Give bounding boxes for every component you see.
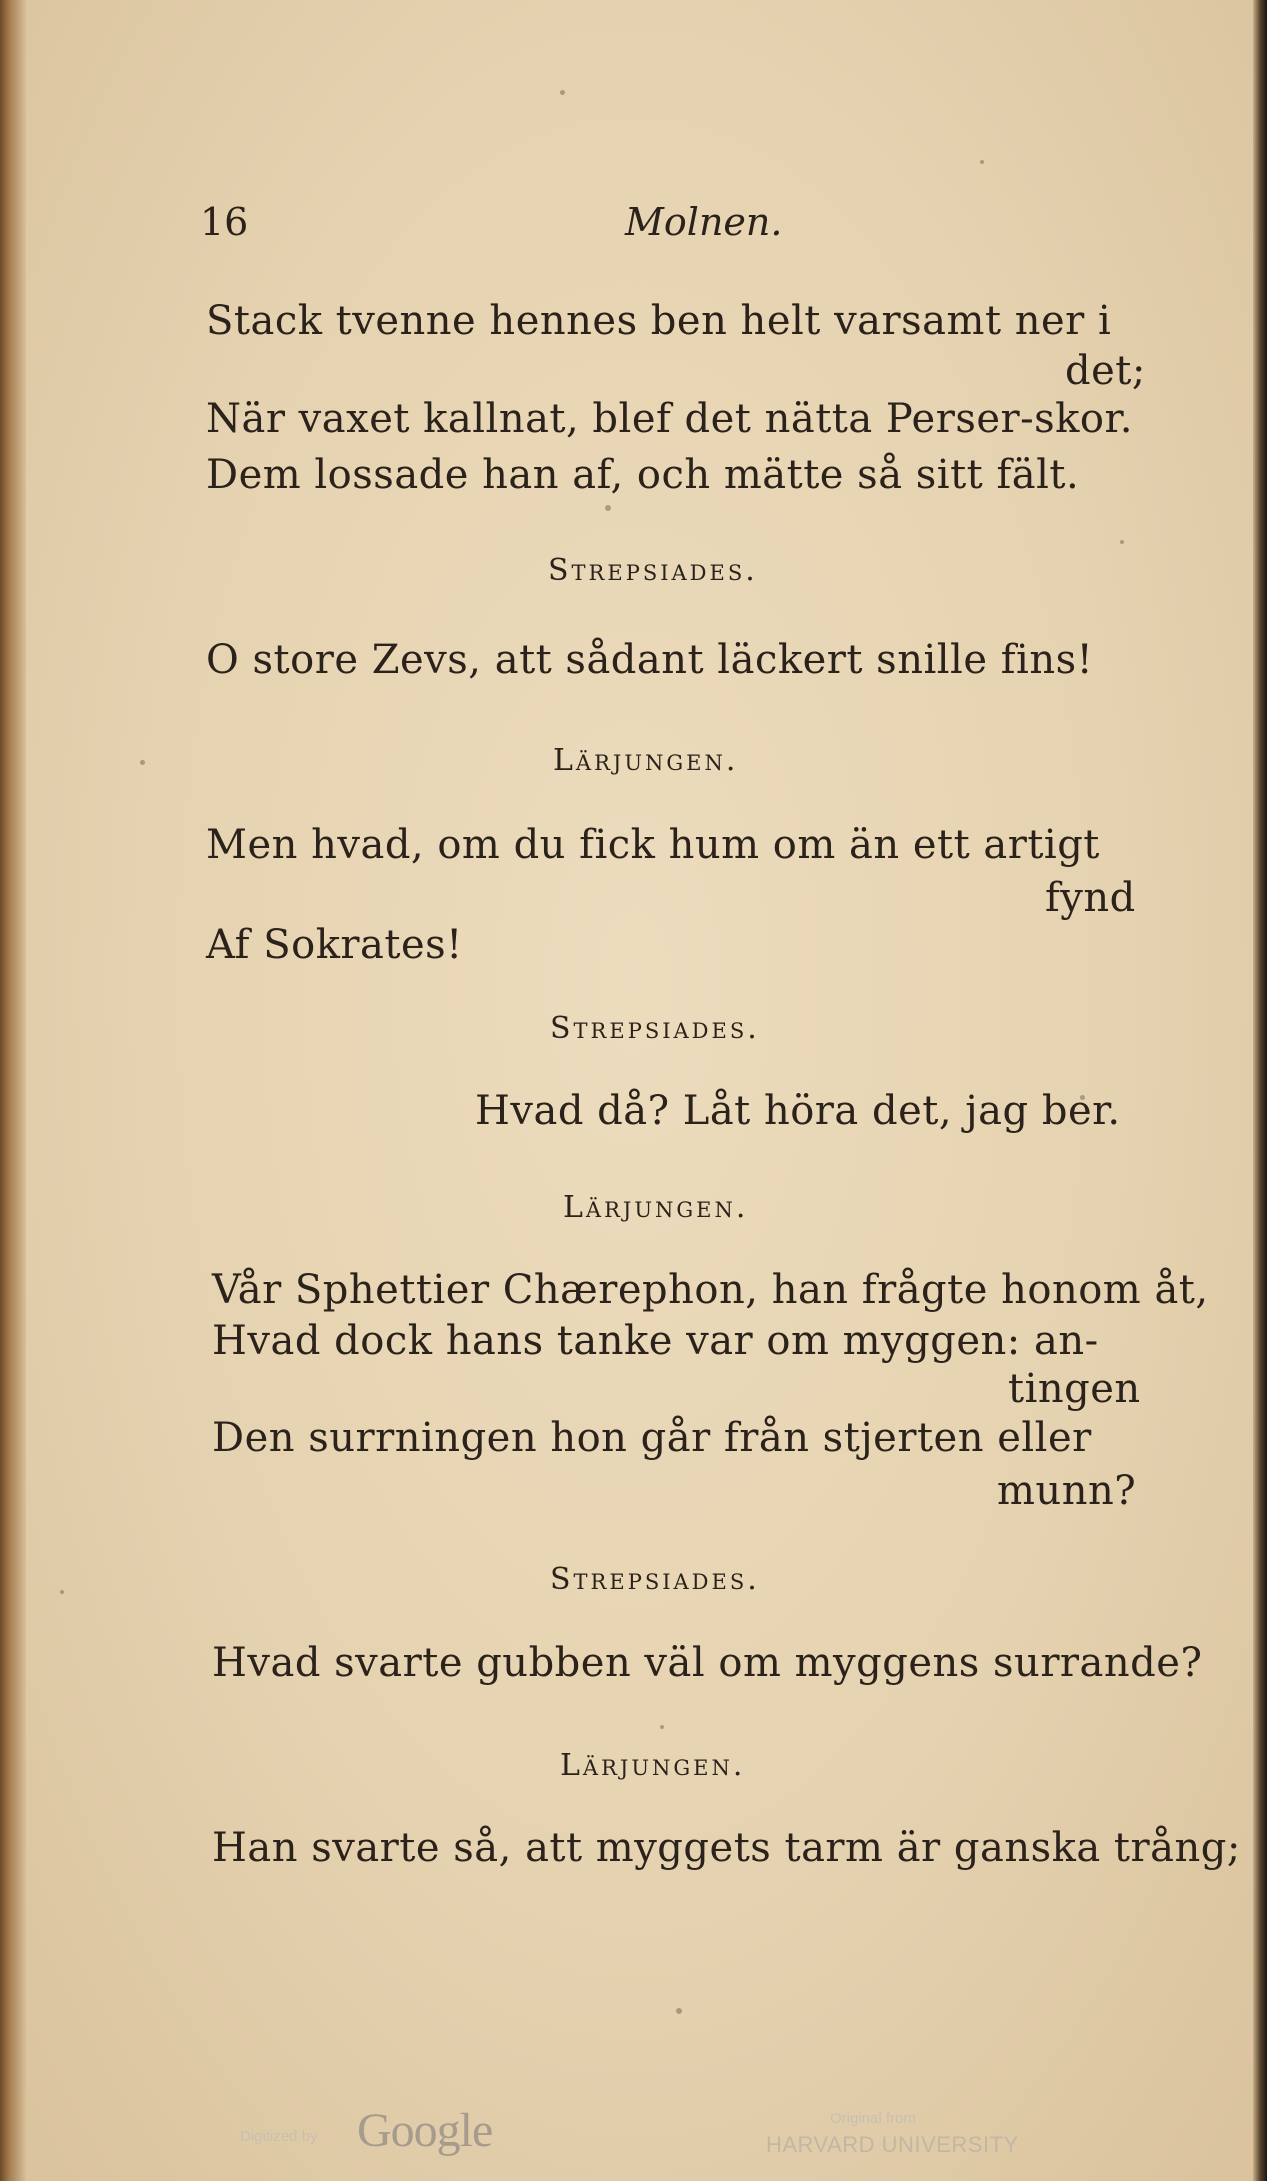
verse-line: Dem lossade han af, och mätte så sitt fält.	[206, 452, 1080, 498]
paper-speck	[676, 2008, 682, 2014]
verse-line: Af Sokrates!	[206, 922, 463, 968]
speaker-name: Strepsiades.	[550, 1011, 760, 1046]
paper-speck	[60, 1590, 64, 1594]
page-right-edge	[1253, 0, 1267, 2181]
page-binding-edge	[0, 0, 26, 2181]
source-institution: HARVARD UNIVERSITY	[766, 2132, 1019, 2157]
verse-line-continuation: tingen	[1008, 1366, 1141, 1412]
paper-speck	[660, 1725, 664, 1729]
verse-line-continuation: det;	[1065, 348, 1146, 394]
paper-speck	[980, 160, 984, 164]
verse-line-continuation: fynd	[1045, 875, 1136, 921]
verse-line: Men hvad, om du fick hum om än ett artigt	[206, 822, 1100, 868]
verse-line: Vår Sphettier Chærephon, han frågte honom åt,	[212, 1267, 1209, 1313]
verse-line: O store Zevs, att sådant läckert snille fins!	[206, 637, 1094, 683]
digitized-by-label: Digitized by	[240, 2128, 318, 2145]
speaker-name: Lärjungen.	[553, 743, 739, 778]
verse-line-continuation: munn?	[997, 1468, 1137, 1514]
google-logo: Google	[357, 2104, 493, 2157]
verse-line: Han svarte så, att myggets tarm är ganska trång;	[212, 1825, 1241, 1871]
speaker-name: Lärjungen.	[563, 1190, 749, 1225]
verse-line: Stack tvenne hennes ben helt varsamt ner i	[206, 298, 1112, 344]
verse-line: Hvad då? Låt höra det, jag ber.	[475, 1088, 1121, 1134]
verse-line: Hvad dock hans tanke var om myggen: an-	[212, 1318, 1099, 1364]
verse-line: När vaxet kallnat, blef det nätta Perser-skor.	[206, 396, 1133, 442]
page-header	[200, 200, 1100, 260]
speaker-name: Strepsiades.	[550, 1562, 760, 1597]
speaker-name: Lärjungen.	[560, 1748, 746, 1783]
verse-line: Den surrningen hon går från stjerten eller	[212, 1415, 1092, 1461]
speaker-name: Strepsiades.	[548, 553, 758, 588]
paper-speck	[605, 505, 611, 511]
paper-speck	[560, 90, 565, 95]
paper-speck	[1120, 540, 1124, 544]
running-title: Molnen.	[625, 200, 783, 244]
original-from-label: Original from	[830, 2110, 916, 2127]
page-number: 16	[200, 200, 249, 244]
paper-speck	[140, 760, 145, 765]
verse-line: Hvad svarte gubben väl om myggens surrande?	[212, 1640, 1203, 1686]
